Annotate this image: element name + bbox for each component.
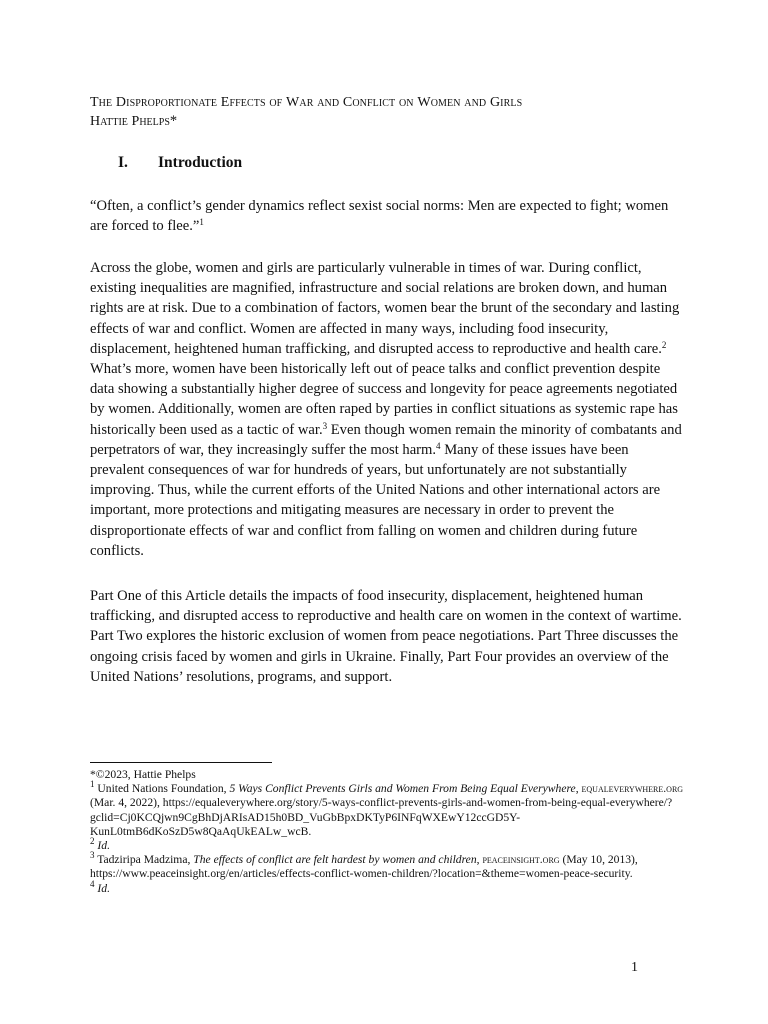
article-title <box>90 94 522 111</box>
footnote-star: *©2023, Hattie Phelps <box>90 768 196 781</box>
footnote-ref[interactable]: 1 <box>199 217 204 228</box>
body-paragraph: Across the globe, women and girls are particularly vulnerable in times of war. During conflict, existing inequalities are magnified, infrastructure and social relations are broken down, and human rights are at risk. Due to a combination of factors, women bear the brunt of the secondary and lasting effects of war and conflict. Women are affected in many ways, including food insecurity, displacement, heightened human trafficking, and disrupted access to reproductive and health care.$^2$ What’s more, women have been historically left out of peace talks and conflict prevention despite data showing a substantially higher degree of success and longevity for peace agreements negotiated by women. Additionally, women are often raped by parties in conflict situations as systemic rape has historically been used as a tactic of war.$^3$ Even though women remain the minority of combatants and perpetrators of war, they increasingly suffer the most harm.$^4$ Many of these issues have been prevalent consequences of war for hundreds of years, but unfortunately are not substantially improving. Thus, while the current efforts of the United Nations and other international actors are important, more protections and mitigating measures are necessary in order to prevent the disproportionate effects of war and conflict from falling on women and children during future conflicts. <box>90 260 682 559</box>
author-byline: Hattie Phelps* <box>90 113 178 129</box>
footnote-ref[interactable]: 3 <box>322 420 328 431</box>
footnote-ref[interactable]: 4 <box>436 440 441 451</box>
section-number: I. <box>118 154 128 171</box>
title-word: Conflict on <box>342 94 418 110</box>
epigraph-quote: “Often, a conflict’s gender dynamics reflect sexist social norms: Men are expected to fight; women are forced to flee.”$^1$ <box>90 198 669 235</box>
footnotes <box>90 768 684 896</box>
title-word: Women and <box>417 94 490 110</box>
footnote-link[interactable]: equaleverywhere.org <box>581 782 684 796</box>
title-word: Girls <box>489 94 523 110</box>
footnote-1: $^1$ United Nations Foundation, 5 Ways Conflict Prevents Girls and Women From Being Equal Everywhere, equaleverywhere.org (Mar. 4, 2022), https://equaleverywhere.org/story/5-ways-conflict-prevents-girls-and-women-from-being-equal-everywhere/?gclid=Cj0KCQjwn9CgBhDjARIsAD15h0BD_VuGbBpxDKTyP6INFqWXEwY12ccGD5Y-KunL0tmB6dKoSzD5w8QaAqUkEALw_wcB. <box>90 779 684 838</box>
footnote-2: $^2$ Id. <box>90 836 110 853</box>
footnote-4: $^4$ Id. <box>90 878 110 895</box>
section-title: Introduction <box>158 154 243 171</box>
footnote-ref[interactable]: 2 <box>661 339 667 350</box>
footnote-3: $^3$ Tadziripa Madzima, The effects of conflict are felt hardest by women and children, peaceinsight.org (May 10, 2013), https://www.peaceinsight.org/en/articles/effects-conflict-women-children/?location=&theme=women-peace-security. <box>90 850 638 881</box>
title-word: Effects of <box>220 94 287 110</box>
page-number: 1 <box>631 960 638 975</box>
body-paragraph-overview: Part One of this Article details the impacts of food insecurity, displacement, heightened human trafficking, and disrupted access to reproductive and health care on women in the context of wartime. Part Two explores the historic exclusion of women from peace negotiations. Part Three discusses the ongoing crisis faced by women and girls in Ukraine. Finally, Part Four provides an overview of the United Nations’ resolutions, programs, and support. <box>90 588 682 685</box>
section-heading <box>118 154 242 172</box>
footnote-link[interactable]: peaceinsight.org <box>482 853 560 867</box>
title-word: War and <box>286 94 343 110</box>
title-word: The <box>90 94 116 110</box>
footnote-divider <box>90 762 272 763</box>
title-word: Disproportionate <box>115 94 221 110</box>
